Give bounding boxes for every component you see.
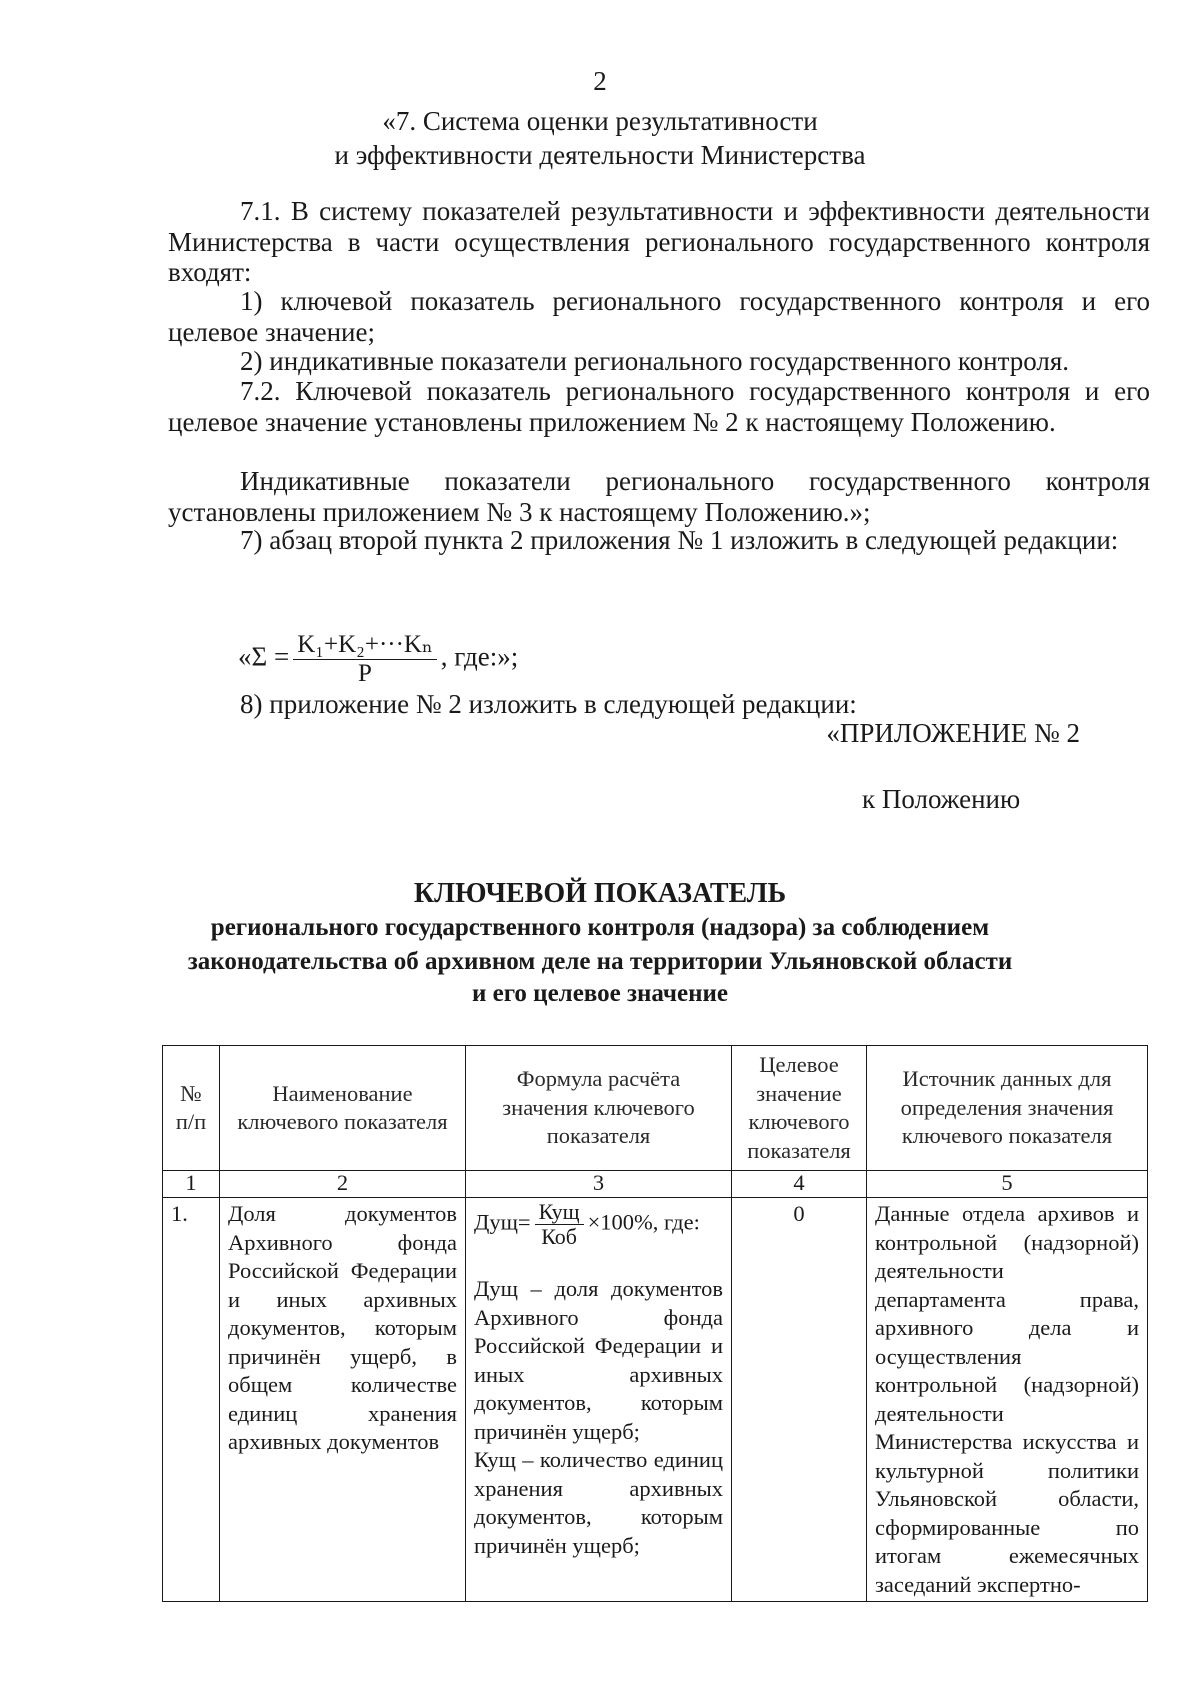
target-value: 0 bbox=[732, 1198, 867, 1602]
list-item-1: 1) ключевой показатель регионального государственного контроля и его целевое значение; bbox=[168, 286, 1150, 347]
indicator-formula-numerator: Кущ bbox=[535, 1200, 584, 1225]
column-number: 3 bbox=[466, 1171, 732, 1198]
formula-denominator: P bbox=[358, 660, 372, 687]
column-number-row bbox=[163, 1171, 1148, 1198]
indicator-formula-fraction bbox=[535, 1200, 584, 1249]
paragraph-7-2: 7.2. Ключевой показатель регионального государственного контроля и его целевое значение установлены приложением № 2 к настоящему Положению. bbox=[168, 376, 1150, 437]
appendix-reference: к Положению bbox=[862, 784, 1021, 814]
header-target-value: Целевое значение ключевого показателя bbox=[732, 1046, 867, 1171]
table-header-row bbox=[163, 1046, 1148, 1171]
indicator-formula-rhs: ×100%, где: bbox=[587, 1209, 700, 1235]
formula-explanation-1: Дущ – доля документов Архивного фонда Российской Федерации и иных архивных документов, которым причинён ущерб; bbox=[474, 1276, 723, 1444]
document-subtitle-line2: законодательства об архивном деле на территории Ульяновской области bbox=[187, 948, 1013, 975]
data-source: Данные отдела архивов и контрольной (надзорной) деятельности департамента права, архивного дела и осуществления контрольной (надзорной) деятельности Министерства искусства и культурной политики Ульяновской области, сформированные по итогам ежемесячных заседаний экспертно- bbox=[867, 1198, 1148, 1602]
formula-explanation-2: Кущ – количество единиц хранения архивных документов, которым причинён ущерб; bbox=[474, 1447, 723, 1558]
list-item-2: 2) индикативные показатели регионального государственного контроля. bbox=[240, 346, 1069, 376]
formula-numerator: K₁+K₂+···Kₙ bbox=[293, 631, 437, 660]
column-number: 2 bbox=[220, 1171, 466, 1198]
header-number: № п/п bbox=[163, 1046, 220, 1171]
header-indicator-name: Наименование ключевого показателя bbox=[220, 1046, 466, 1171]
list-item-8: 8) приложение № 2 изложить в следующей редакции: bbox=[240, 689, 857, 719]
key-indicator-table bbox=[162, 1045, 1148, 1602]
formula-cell bbox=[466, 1198, 732, 1602]
header-formula: Формула расчёта значения ключевого показателя bbox=[466, 1046, 732, 1171]
formula-prefix: «Σ = bbox=[238, 641, 290, 672]
sum-formula bbox=[238, 631, 518, 691]
document-subtitle-line1: регионального государственного контроля (надзора) за соблюдением bbox=[210, 914, 990, 941]
formula-suffix: , где:»; bbox=[440, 641, 519, 672]
indicator-name: Доля документов Архивного фонда Российской Федерации и иных архивных документов, которым причинён ущерб, в общем количестве единиц хранения архивных документов bbox=[220, 1198, 466, 1602]
section-heading-line1: «7. Система оценки результативности bbox=[382, 106, 818, 136]
column-number: 4 bbox=[732, 1171, 867, 1198]
header-data-source: Источник данных для определения значения ключевого показателя bbox=[867, 1046, 1148, 1171]
paragraph-7-1: 7.1. В систему показателей результативности и эффективности деятельности Министерства в части осуществления регионального государственного контроля входят: bbox=[168, 196, 1150, 287]
list-item-7: 7) абзац второй пункта 2 приложения № 1 изложить в следующей редакции: bbox=[240, 525, 1119, 555]
document-title: КЛЮЧЕВОЙ ПОКАЗАТЕЛЬ bbox=[413, 878, 787, 909]
row-number: 1. bbox=[163, 1198, 220, 1602]
indicator-formula-lhs: Дущ= bbox=[474, 1209, 531, 1235]
page-number: 2 bbox=[593, 66, 607, 96]
column-number: 5 bbox=[867, 1171, 1148, 1198]
column-number: 1 bbox=[163, 1171, 220, 1198]
paragraph-indicative: Индикативные показатели регионального государственного контроля установлены приложением № 3 к настоящему Положению.»; bbox=[168, 466, 1150, 527]
document-subtitle-line3: и его целевое значение bbox=[471, 980, 729, 1007]
indicator-formula-denominator: Коб bbox=[541, 1224, 577, 1249]
section-heading-line2: и эффективности деятельности Министерства bbox=[334, 140, 866, 170]
table-row bbox=[163, 1198, 1148, 1602]
indicator-formula bbox=[474, 1200, 723, 1249]
appendix-label: «ПРИЛОЖЕНИЕ № 2 bbox=[826, 718, 1080, 748]
formula-fraction bbox=[293, 631, 437, 688]
